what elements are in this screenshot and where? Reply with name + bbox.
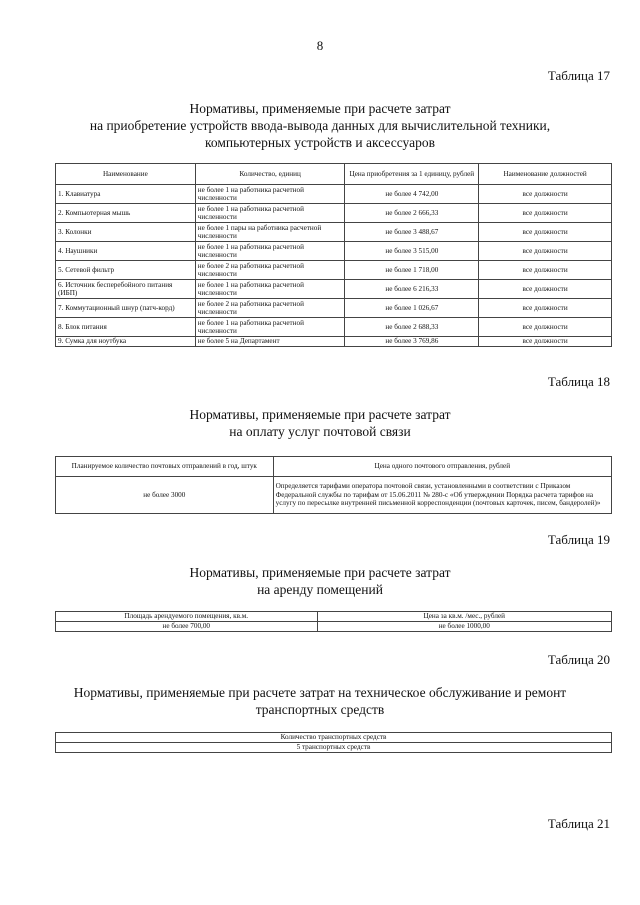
table18-price-value: Определяется тарифами оператора почтовой связи, установленными в соответствии с Приказом Федеральной службы по тарифам от 15.06.2011 № 280-с «Об утверждении Порядка расчета тарифов на услугу по пересылке внутренней письменной корреспонденции (почтовых карточек, писем, бандеролей)» [273,477,611,514]
row-qty: не более 1 на работника расчетной численности [195,318,345,337]
row-positions: все должности [479,242,612,261]
row-price: не более 4 742,00 [345,185,479,204]
row-positions: все должности [479,223,612,242]
table19-label: Таблица 19 [547,532,610,547]
row-price: не более 1 026,67 [345,299,479,318]
table-row [56,477,612,514]
table18-title-line-2: на оплату услуг почтовой связи [229,424,411,439]
row-price: не более 3 515,00 [345,242,479,261]
row-price: не более 6 216,33 [345,280,479,299]
table17-header-name: Наименование [56,164,196,185]
page-number: 8 [316,38,324,53]
row-positions: все должности [479,204,612,223]
row-name: 1. Клавиатура [56,185,196,204]
table20-title-line-2: транспортных средств [255,702,385,717]
row-price: не более 2 666,33 [345,204,479,223]
table18-title [40,406,600,440]
table18-header-row [56,457,612,477]
table18-header-price: Цена одного почтового отправления, рублей [273,457,611,477]
table-row [56,743,612,753]
row-qty: не более 1 на работника расчетной численности [195,204,345,223]
table17-title-line-3: компьютерных устройств и аксессуаров [205,135,435,150]
table18-title-line-1: Нормативы, применяемые при расчете затрат [189,407,451,422]
table-row [56,337,612,347]
row-name: 2. Компьютерная мышь [56,204,196,223]
row-name: 3. Колонки [56,223,196,242]
row-qty: не более 2 на работника расчетной численности [195,261,345,280]
row-qty: не более 5 на Департамент [195,337,345,347]
row-positions: все должности [479,299,612,318]
row-name: 7. Коммутационный шнур (патч-корд) [56,299,196,318]
table19-header-row [56,612,612,622]
row-name: 6. Источник бесперебойного питания (ИБП) [56,280,196,299]
table17-header-positions: Наименование должностей [479,164,612,185]
row-price: не более 1 718,00 [345,261,479,280]
table19-header-area: Площадь арендуемого помещения, кв.м. [56,612,318,622]
table20-title [40,684,600,718]
table-row [56,622,612,632]
table18-header-quantity: Планируемое количество почтовых отправлений в год, штук [56,457,274,477]
table-row [56,185,612,204]
row-positions: все должности [479,261,612,280]
table20-header-row [56,733,612,743]
table19 [55,611,612,632]
table-row [56,204,612,223]
table20 [55,732,612,753]
table19-title [40,564,600,598]
table17-title-line-1: Нормативы, применяемые при расчете затрат [189,101,451,116]
row-name: 4. Наушники [56,242,196,261]
table18-label: Таблица 18 [547,374,610,389]
table17-header-price: Цена приобретения за 1 единицу, рублей [345,164,479,185]
row-name: 5. Сетевой фильтр [56,261,196,280]
table17-label: Таблица 17 [547,68,610,83]
table-row [56,261,612,280]
table20-vehicles-value: 5 транспортных средств [56,743,612,753]
table-row [56,223,612,242]
row-qty: не более 1 пары на работника расчетной численности [195,223,345,242]
table21-label: Таблица 21 [547,816,610,831]
row-name: 8. Блок питания [56,318,196,337]
table19-title-line-2: на аренду помещений [257,582,383,597]
row-qty: не более 1 на работника расчетной численности [195,280,345,299]
table17 [55,163,612,347]
table19-header-price: Цена за кв.м. /мес., рублей [317,612,611,622]
row-positions: все должности [479,280,612,299]
table-row [56,299,612,318]
row-qty: не более 1 на работника расчетной численности [195,242,345,261]
table19-area-value: не более 700,00 [56,622,318,632]
table18 [55,456,612,514]
table17-title [40,100,600,151]
row-positions: все должности [479,318,612,337]
table-row [56,318,612,337]
row-positions: все должности [479,185,612,204]
table17-title-line-2: на приобретение устройств ввода-вывода данных для вычислительной техники, [89,118,551,133]
row-qty: не более 1 на работника расчетной численности [195,185,345,204]
table19-price-value: не более 1000,00 [317,622,611,632]
table19-title-line-1: Нормативы, применяемые при расчете затрат [189,565,451,580]
row-price: не более 3 769,86 [345,337,479,347]
table17-header-row [56,164,612,185]
table20-label: Таблица 20 [547,652,610,667]
table18-quantity-value: не более 3000 [56,477,274,514]
table20-title-line-1: Нормативы, применяемые при расчете затрат на техническое обслуживание и ремонт [73,685,567,700]
row-qty: не более 2 на работника расчетной численности [195,299,345,318]
row-price: не более 2 688,33 [345,318,479,337]
row-price: не более 3 488,67 [345,223,479,242]
row-positions: все должности [479,337,612,347]
table-row [56,242,612,261]
table20-header-vehicles: Количество транспортных средств [56,733,612,743]
table17-header-qty: Количество, единиц [195,164,345,185]
row-name: 9. Сумка для ноутбука [56,337,196,347]
table-row [56,280,612,299]
